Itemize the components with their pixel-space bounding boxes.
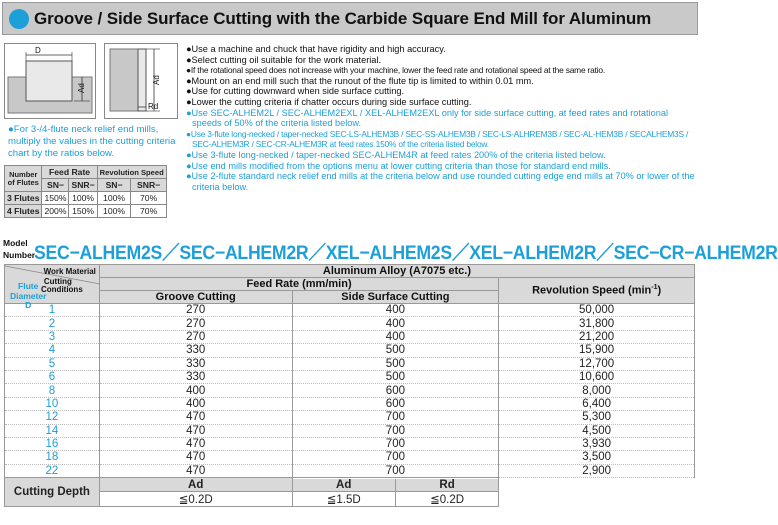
- corner-cutting: Cutting: [43, 277, 72, 286]
- table-row: [5, 411, 695, 424]
- rev-speed-header: [499, 278, 695, 304]
- side-cell: 600: [292, 397, 499, 410]
- table-row: [5, 304, 695, 317]
- side-cell: 700: [292, 437, 499, 450]
- rev-label: Revolution Speed (min: [532, 284, 652, 297]
- side-cell: 700: [292, 451, 499, 464]
- feed-rate-header: Feed Rate (mm/min): [99, 278, 498, 291]
- flute-diameter-cell: 12: [5, 411, 100, 424]
- corner-flute: Flute: [18, 281, 39, 291]
- depth-head: Ad: [99, 478, 292, 492]
- table-row: [5, 344, 695, 357]
- side-diagram-svg: [104, 43, 178, 119]
- material-header: Aluminum Alloy (A7075 etc.): [99, 265, 694, 278]
- flute-diameter-cell: 3: [5, 330, 100, 343]
- rev-cell: 10,600: [499, 370, 695, 383]
- usage-note: ●Lower the cutting criteria if chatter occurs during side surface cutting.: [186, 96, 472, 107]
- side-cell: 600: [292, 384, 499, 397]
- model-label-line: Model: [3, 238, 28, 248]
- cutting-depth-label: Cutting Depth: [5, 478, 100, 507]
- ratio-head-of-flutes: of Flutes: [7, 177, 39, 187]
- model-label-line: Number: [3, 250, 36, 260]
- usage-note: ●Use SEC-ALHEM2L / SEC-ALHEM2EXL / XEL-ALHEM2EXL only for side surface cutting, at feed rates and rotational speeds of 50% of the criteria listed below.: [186, 107, 668, 129]
- groove-cell: 270: [99, 304, 292, 317]
- rev-close: ): [657, 284, 662, 297]
- groove-header: Groove Cutting: [99, 291, 292, 304]
- groove-cell: 330: [99, 370, 292, 383]
- rev-cell: 4,500: [499, 424, 695, 437]
- model-number-label: [3, 238, 35, 260]
- cutting-criteria-table: [4, 264, 695, 507]
- depth-head: Ad: [293, 479, 396, 491]
- ratio-head-rev: Revolution Speed: [97, 166, 166, 179]
- side-cell: 500: [292, 370, 499, 383]
- side-cell: 400: [292, 330, 499, 343]
- usage-note: ●Select cutting oil suitable for the work material.: [186, 54, 382, 65]
- depth-value: ≦1.5D: [293, 492, 396, 506]
- flute-diameter-cell: 1: [5, 304, 100, 317]
- ratio-sub: SNR−: [131, 179, 166, 192]
- corner-flute-diameter: [10, 282, 46, 311]
- ratio-sub: SNR−: [69, 179, 97, 192]
- groove-cell: 470: [99, 424, 292, 437]
- groove-cell: 270: [99, 317, 292, 330]
- model-number-value: SEC−ALHEM2S／SEC−ALHEM2R／XEL−ALHEM2S／XEL−ALHEM2R／SEC−CR−ALHEM2R: [34, 243, 778, 264]
- usage-note: ●Use 3-flute long-necked / taper-necked SEC-ALHEM4R at feed rates 200% of the criteria listed below.: [186, 149, 606, 160]
- label-ad-side: Ad: [152, 75, 161, 85]
- ratio-cell: 70%: [131, 192, 166, 205]
- title-bullet-icon: [9, 9, 29, 29]
- table-row: [5, 451, 695, 464]
- rev-sup: -1: [651, 284, 658, 292]
- ratio-head-flutes: [5, 166, 42, 192]
- flute-diameter-cell: 18: [5, 451, 100, 464]
- side-header: Side Surface Cutting: [292, 291, 499, 304]
- label-rd: Rd: [148, 102, 159, 111]
- depth-head-split: [292, 478, 499, 492]
- rev-cell: 15,900: [499, 344, 695, 357]
- flute-diameter-cell: 14: [5, 424, 100, 437]
- rev-cell: 2,900: [499, 464, 695, 477]
- flute-ratio-table: [4, 165, 167, 218]
- usage-note: ●If the rotational speed does not increase with your machine, lower the feed rate and rotational speed at the same ratio.: [186, 65, 605, 76]
- side-cell: 500: [292, 344, 499, 357]
- usage-notes: [186, 44, 696, 192]
- table-row: [5, 370, 695, 383]
- table-row: [5, 397, 695, 410]
- flute-diameter-cell: 2: [5, 317, 100, 330]
- usage-note: ●Mount on an end mill such that the runout of the flute tip is limited to within 0.01 mm.: [186, 75, 534, 86]
- groove-cell: 270: [99, 330, 292, 343]
- table-row: [5, 330, 695, 343]
- usage-note: ●Use 2-flute standard neck relief end mills at the criteria below and use rounded cutting edge end mills at 70% or lower of the criteria below.: [186, 171, 695, 192]
- usage-note: ●Use a machine and chuck that have rigidity and high accuracy.: [186, 44, 446, 54]
- ratio-sub: SN−: [42, 179, 69, 192]
- depth-value: ≦0.2D: [430, 494, 465, 507]
- depth-value-split: [292, 492, 499, 507]
- ratio-cell: 100%: [97, 192, 131, 205]
- side-cutting-diagram: [104, 43, 178, 119]
- table-row: [5, 464, 695, 477]
- depth-value: ≦0.2D: [99, 492, 292, 507]
- rev-cell: 8,000: [499, 384, 695, 397]
- corner-diameter: Diameter: [10, 290, 47, 301]
- rev-cell: 5,300: [499, 411, 695, 424]
- ratio-cell: 150%: [69, 205, 97, 218]
- side-cell: 700: [292, 424, 499, 437]
- ratio-row: [5, 205, 167, 218]
- groove-cell: 470: [99, 437, 292, 450]
- ratio-row: [5, 192, 167, 205]
- side-cell: 500: [292, 357, 499, 370]
- ratio-cell: 70%: [131, 205, 166, 218]
- groove-cell: 470: [99, 451, 292, 464]
- label-ad-groove: Ad: [77, 83, 86, 93]
- groove-cell: 400: [99, 397, 292, 410]
- ratio-head-feed: Feed Rate: [42, 166, 97, 179]
- groove-cell: 470: [99, 464, 292, 477]
- ratio-head-number: Number: [9, 169, 38, 179]
- table-row: [5, 424, 695, 437]
- corner-d: D: [25, 300, 32, 310]
- depth-head: Rd: [439, 478, 455, 491]
- table-row: [5, 357, 695, 370]
- corner-work-material: Work Material: [43, 267, 96, 276]
- flute-diameter-cell: 5: [5, 357, 100, 370]
- ratio-cell: 100%: [97, 205, 131, 218]
- table-row: [5, 437, 695, 450]
- title-bar: [2, 2, 698, 35]
- usage-note: ●Use for cutting downward when side surface cutting.: [186, 86, 404, 97]
- rev-cell: 50,000: [499, 304, 695, 317]
- side-cell: 700: [292, 464, 499, 477]
- flute-diameter-cell: 4: [5, 344, 100, 357]
- rev-cell: 3,930: [499, 437, 695, 450]
- flute-diameter-cell: 6: [5, 370, 100, 383]
- rev-cell: 31,800: [499, 317, 695, 330]
- groove-cell: 330: [99, 344, 292, 357]
- groove-cell: 470: [99, 411, 292, 424]
- flute-diameter-cell: 8: [5, 384, 100, 397]
- ratio-row-label: 4 Flutes: [5, 205, 42, 218]
- corner-conditions: Conditions: [41, 285, 83, 294]
- flute-diameter-cell: 10: [5, 397, 100, 410]
- groove-cell: 400: [99, 384, 292, 397]
- side-cell: 400: [292, 317, 499, 330]
- groove-diagram-svg: [4, 43, 96, 119]
- corner-header: [5, 265, 100, 310]
- ratio-sub: SN−: [97, 179, 131, 192]
- note-text: For 3-/4-flute neck relief end mills, multiply the values in the cutting criteria chart by the ratios below.: [8, 124, 176, 159]
- flute-diameter-cell: 16: [5, 437, 100, 450]
- ratio-cell: 150%: [42, 192, 69, 205]
- label-d: D: [35, 46, 41, 55]
- table-row: [5, 317, 695, 330]
- rev-cell: 12,700: [499, 357, 695, 370]
- side-cell: 400: [292, 304, 499, 317]
- note-bullet: ●: [8, 124, 14, 135]
- groove-cell: 330: [99, 357, 292, 370]
- usage-note: ●Use 3-flute long-necked / taper-necked SEC-LS-ALHEM3B / SEC-SS-ALHEM3B / SEC-LS-ALHREM3B / SEC-AL-HEM3B / SECALHEM3S / SEC-ALHEM3R / SEC-CR-ALHEM3R at feed rates 150% of the criteria listed below.: [186, 128, 689, 150]
- ratio-cell: 100%: [69, 192, 97, 205]
- ratio-cell: 200%: [42, 205, 69, 218]
- table-row: [5, 384, 695, 397]
- page-title: Groove / Side Surface Cutting with the Carbide Square End Mill for Aluminum: [34, 8, 652, 28]
- flute-diameter-cell: 22: [5, 464, 100, 477]
- rev-cell: 3,500: [499, 451, 695, 464]
- groove-cutting-diagram: [4, 43, 96, 119]
- usage-note: ●Use end mills modified from the options menu at lower cutting criteria than those for standard end mills.: [186, 160, 611, 171]
- depth-empty: [499, 478, 695, 507]
- ratio-row-label: 3 Flutes: [5, 192, 42, 205]
- neck-relief-note: [8, 124, 178, 160]
- rev-cell: 21,200: [499, 330, 695, 343]
- side-cell: 700: [292, 411, 499, 424]
- rev-cell: 6,400: [499, 397, 695, 410]
